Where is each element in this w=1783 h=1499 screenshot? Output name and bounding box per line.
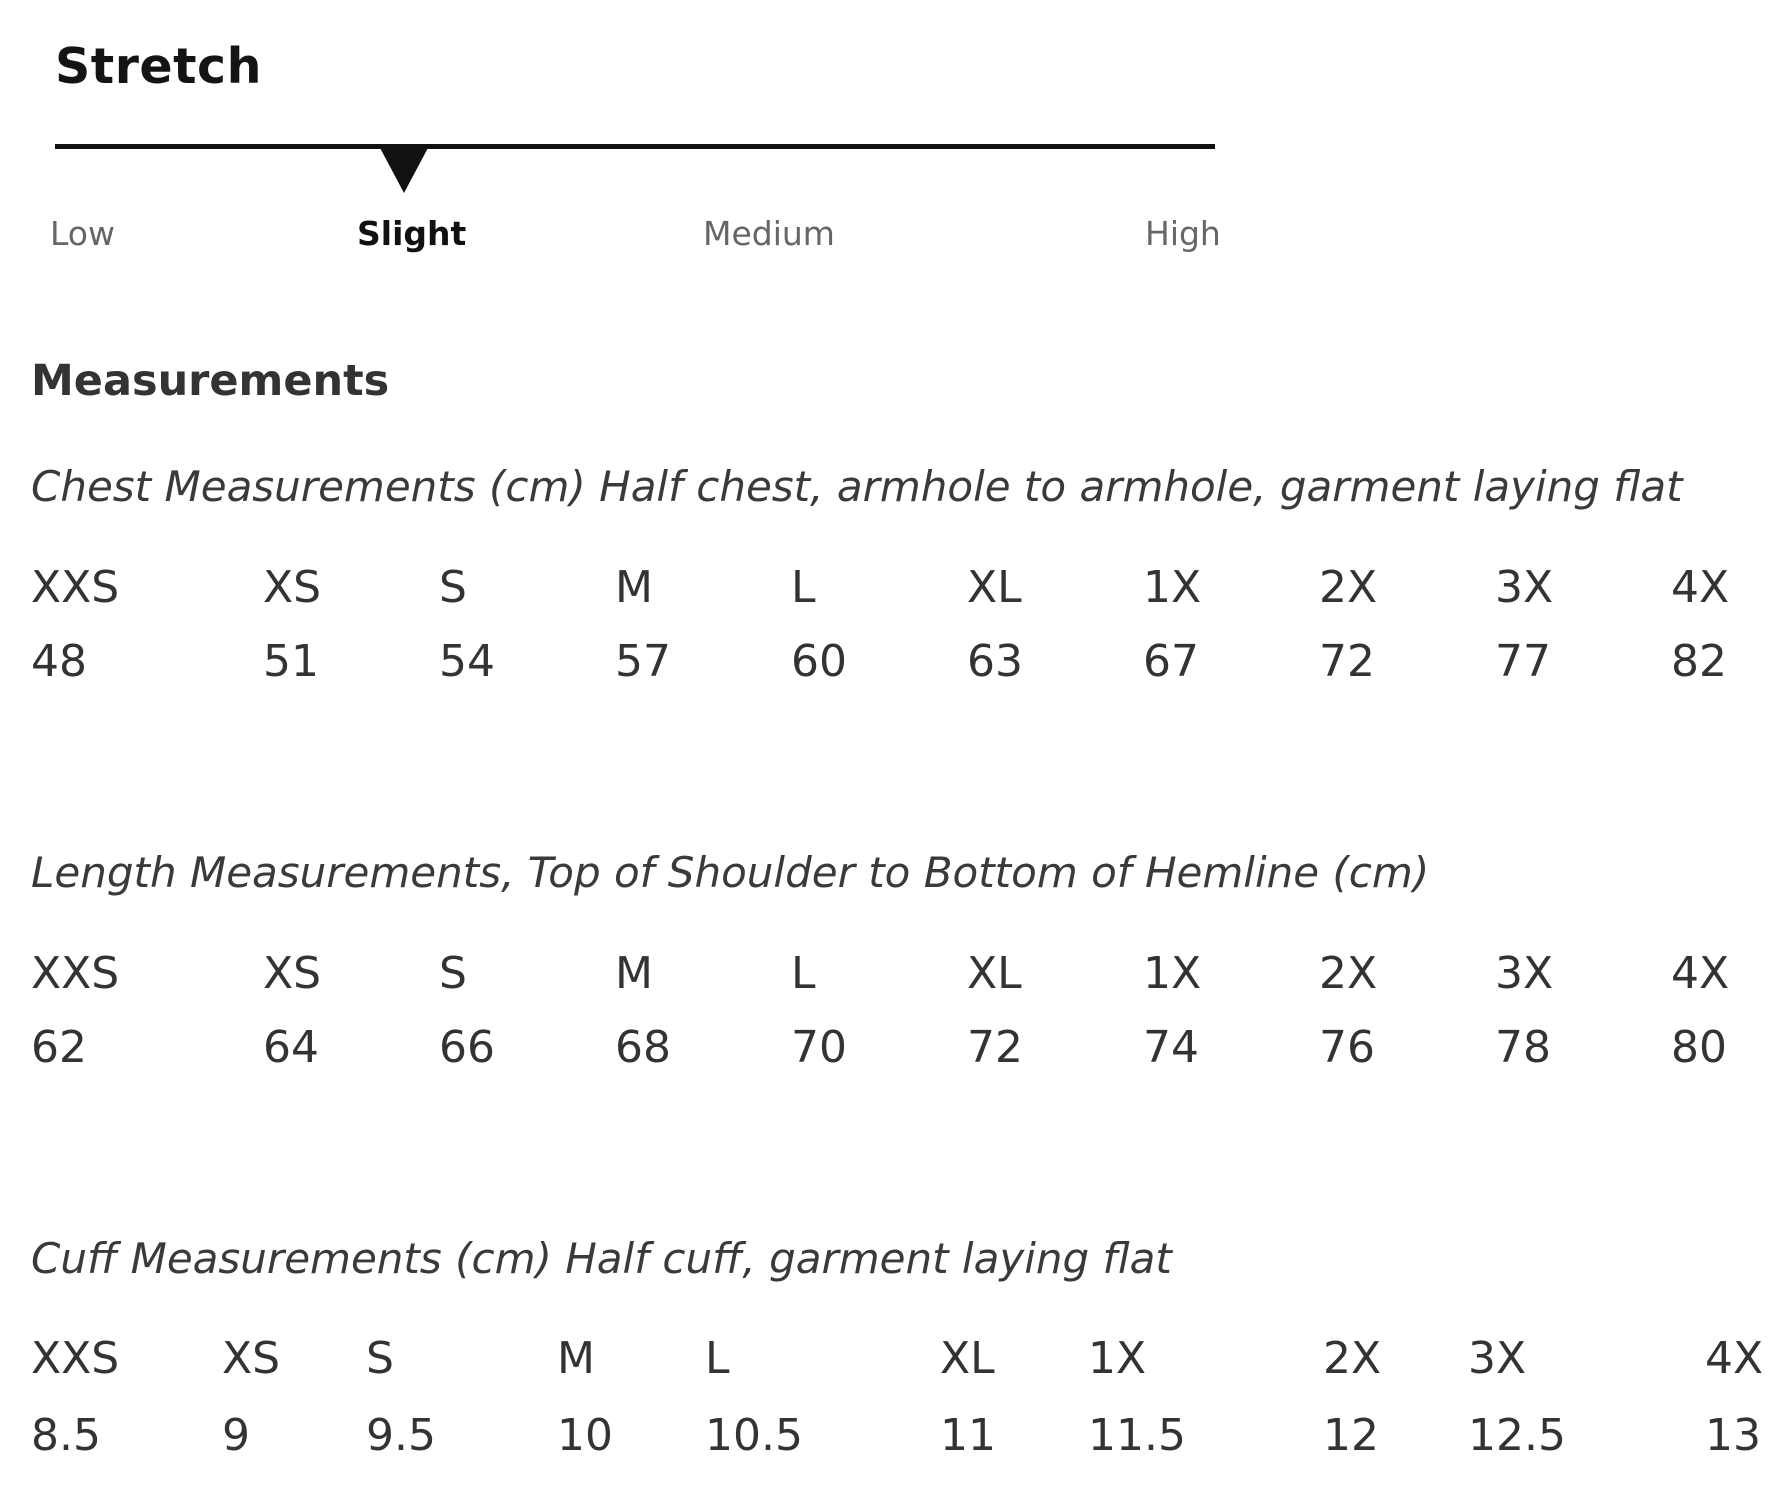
chest-value-xxs: 48 bbox=[31, 636, 87, 687]
chest-value-4x: 82 bbox=[1671, 636, 1727, 687]
length-value-3x: 78 bbox=[1495, 1022, 1551, 1073]
length-value-s: 66 bbox=[439, 1022, 495, 1073]
cuff-size-xs: XS bbox=[222, 1333, 281, 1384]
cuff-value-s: 9.5 bbox=[366, 1410, 436, 1461]
chest-value-xl: 63 bbox=[967, 636, 1023, 687]
cuff-table-caption: Cuff Measurements (cm) Half cuff, garment laying flat bbox=[31, 1234, 1172, 1283]
cuff-size-4x: 4X bbox=[1705, 1333, 1764, 1384]
stretch-level-medium: Medium bbox=[703, 214, 835, 253]
length-value-l: 70 bbox=[791, 1022, 847, 1073]
cuff-size-3x: 3X bbox=[1468, 1333, 1527, 1384]
length-size-xxs: XXS bbox=[31, 948, 120, 999]
length-value-m: 68 bbox=[615, 1022, 671, 1073]
chest-size-l: L bbox=[791, 562, 816, 613]
length-size-1x: 1X bbox=[1143, 948, 1202, 999]
length-value-2x: 76 bbox=[1319, 1022, 1375, 1073]
chest-size-4x: 4X bbox=[1671, 562, 1730, 613]
cuff-value-xs: 9 bbox=[222, 1410, 250, 1461]
chest-size-xs: XS bbox=[263, 562, 322, 613]
length-value-xxs: 62 bbox=[31, 1022, 87, 1073]
stretch-title: Stretch bbox=[55, 38, 262, 95]
length-size-xs: XS bbox=[263, 948, 322, 999]
length-size-xl: XL bbox=[967, 948, 1022, 999]
cuff-value-xxs: 8.5 bbox=[31, 1410, 101, 1461]
length-value-1x: 74 bbox=[1143, 1022, 1199, 1073]
chest-size-xl: XL bbox=[967, 562, 1022, 613]
cuff-value-2x: 12 bbox=[1323, 1410, 1379, 1461]
length-value-xs: 64 bbox=[263, 1022, 319, 1073]
cuff-value-3x: 12.5 bbox=[1468, 1410, 1566, 1461]
cuff-size-1x: 1X bbox=[1088, 1333, 1147, 1384]
chest-value-1x: 67 bbox=[1143, 636, 1199, 687]
cuff-size-s: S bbox=[366, 1333, 394, 1384]
stretch-level-slight: Slight bbox=[357, 214, 467, 253]
chest-size-m: M bbox=[615, 562, 653, 613]
cuff-value-4x: 13 bbox=[1705, 1410, 1761, 1461]
chest-value-3x: 77 bbox=[1495, 636, 1551, 687]
chest-size-3x: 3X bbox=[1495, 562, 1554, 613]
chest-value-s: 54 bbox=[439, 636, 495, 687]
cuff-size-xxs: XXS bbox=[31, 1333, 120, 1384]
cuff-value-m: 10 bbox=[557, 1410, 613, 1461]
length-size-s: S bbox=[439, 948, 467, 999]
length-size-m: M bbox=[615, 948, 653, 999]
measurements-heading: Measurements bbox=[31, 356, 390, 406]
chest-size-s: S bbox=[439, 562, 467, 613]
stretch-level-low: Low bbox=[50, 214, 115, 253]
length-size-2x: 2X bbox=[1319, 948, 1378, 999]
chest-size-xxs: XXS bbox=[31, 562, 120, 613]
length-size-4x: 4X bbox=[1671, 948, 1730, 999]
length-size-3x: 3X bbox=[1495, 948, 1554, 999]
chest-size-1x: 1X bbox=[1143, 562, 1202, 613]
length-value-xl: 72 bbox=[967, 1022, 1023, 1073]
length-table-caption: Length Measurements, Top of Shoulder to Bottom of Hemline (cm) bbox=[31, 848, 1430, 897]
chest-value-m: 57 bbox=[615, 636, 671, 687]
stretch-level-high: High bbox=[1145, 214, 1221, 253]
stretch-level-marker bbox=[379, 146, 429, 193]
chest-value-xs: 51 bbox=[263, 636, 319, 687]
cuff-size-2x: 2X bbox=[1323, 1333, 1382, 1384]
chest-value-l: 60 bbox=[791, 636, 847, 687]
chest-size-2x: 2X bbox=[1319, 562, 1378, 613]
chest-value-2x: 72 bbox=[1319, 636, 1375, 687]
length-size-l: L bbox=[791, 948, 816, 999]
cuff-size-xl: XL bbox=[940, 1333, 995, 1384]
cuff-value-1x: 11.5 bbox=[1088, 1410, 1186, 1461]
cuff-size-l: L bbox=[705, 1333, 730, 1384]
length-value-4x: 80 bbox=[1671, 1022, 1727, 1073]
cuff-value-l: 10.5 bbox=[705, 1410, 803, 1461]
chest-table-caption: Chest Measurements (cm) Half chest, armhole to armhole, garment laying flat bbox=[31, 462, 1683, 511]
cuff-value-xl: 11 bbox=[940, 1410, 996, 1461]
cuff-size-m: M bbox=[557, 1333, 595, 1384]
stretch-scale-line bbox=[55, 144, 1215, 149]
